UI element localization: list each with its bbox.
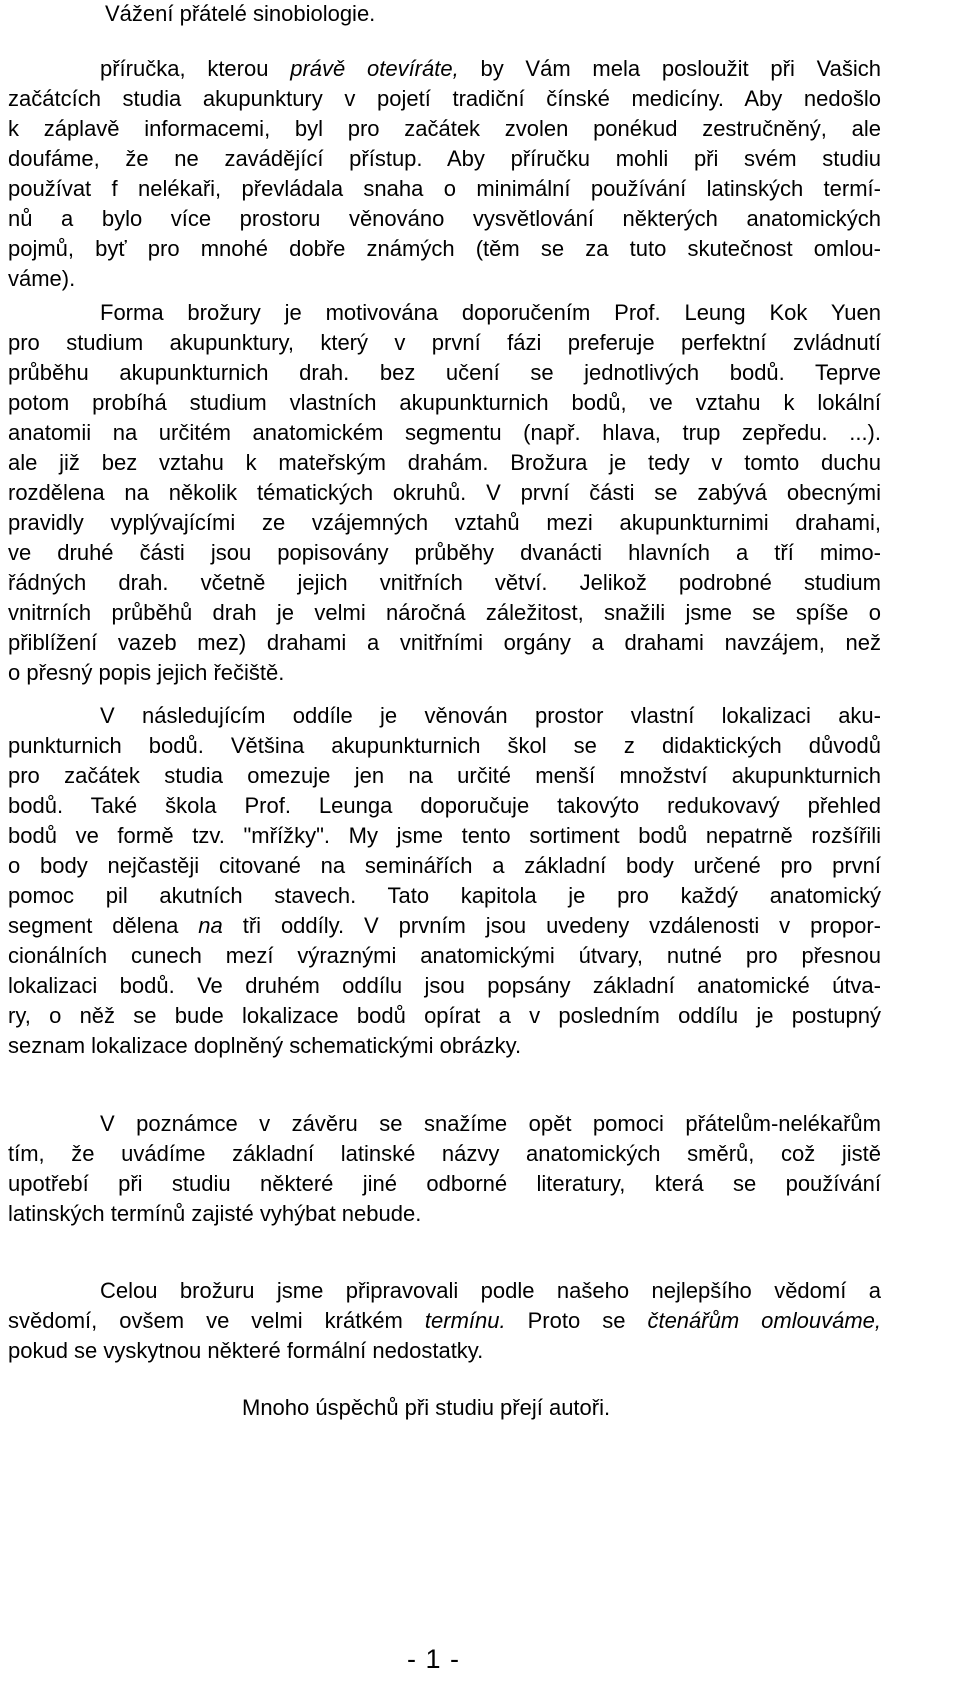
- paragraph-line: používat f nelékaři, převládala snaha o minimální používání latinských termí-: [8, 176, 881, 201]
- paragraph-line: pokud se vyskytnou některé formální nedostatky.: [8, 1338, 484, 1363]
- paragraph-line: nů a bylo více prostoru věnováno vysvětlování některých anatomických: [8, 206, 881, 231]
- paragraph-brochure-form: [8, 298, 881, 688]
- paragraph-note: [8, 1109, 881, 1229]
- paragraph-line: pro studium akupunktury, který v první fázi preferuje perfektní zvládnutí: [8, 330, 881, 355]
- text-run: Proto se: [505, 1308, 648, 1333]
- paragraph-line: latinských termínů zajisté vyhýbat nebude.: [8, 1201, 422, 1226]
- paragraph-line: seznam lokalizace doplněný schematickými obrázky.: [8, 1033, 522, 1058]
- paragraph-line: pomoc pil akutních stavech. Tato kapitola je pro každý anatomický: [8, 883, 881, 908]
- paragraph-line: [8, 54, 881, 84]
- paragraph-line: ry, o něž se bude lokalizace bodů opírat a v posledním oddílu je postupný: [8, 1003, 881, 1028]
- paragraph-line: o body nejčastěji citované na seminářích a základní body určené pro první: [8, 853, 881, 878]
- paragraph-line: vnitrních průběhů drah je velmi náročná záležitost, snažili jsme se spíše o: [8, 600, 881, 625]
- paragraph-point-localization: [8, 701, 881, 1061]
- paragraph-line: průběhu akupunkturnich drah. bez učení se jednotlivých bodů. Teprve: [8, 360, 881, 385]
- paragraph-line: k záplavě informacemi, byl pro začátek zvolen ponékud zestručněný, ale: [8, 116, 881, 141]
- paragraph-line: bodů ve formě tzv. "mřížky". My jsme tento sortiment bodů nepatrně rozšířili: [8, 823, 881, 848]
- paragraph-line: o přesný popis jejich řečiště.: [8, 660, 285, 685]
- paragraph-line: bodů. Také škola Prof. Leunga doporučuje takovýto redukovavý přehled: [8, 793, 881, 818]
- paragraph-line: anatomii na určitém anatomickém segmentu (např. hlava, trup zepředu. ...).: [8, 420, 881, 445]
- closing-line: Mnoho úspěchů při studiu přejí autoři.: [242, 1395, 611, 1420]
- paragraph-line: rozdělena na několik tématických okruhů. V první části se zabývá obecnými: [8, 480, 881, 505]
- paragraph-line: pravidly vyplývajícími ze vzájemných vztahů mezi akupunkturnimi drahami,: [8, 510, 881, 535]
- page-number: - 1 -: [407, 1644, 461, 1674]
- paragraph-line: Forma brožury je motivována doporučením Prof. Leung Kok Yuen: [100, 300, 881, 325]
- paragraph-line: řádných drah. včetně jejich vnitřních větví. Jelikož podrobné studium: [8, 570, 881, 595]
- paragraph-line: přiblížení vazeb mez) drahami a vnitřními orgány a drahami navzájem, než: [8, 630, 881, 655]
- paragraph-line: [8, 1306, 881, 1336]
- text-run-italic: na: [198, 913, 223, 938]
- paragraph-line: tím, že uvádíme základní latinské názvy anatomických směrů, což jistě: [8, 1141, 881, 1166]
- paragraph-line: [8, 911, 881, 941]
- text-run-italic: právě otevíráte,: [290, 56, 459, 81]
- text-run: by Vám mela posloužit při Vašich: [458, 56, 881, 81]
- text-run-italic: termínu.: [424, 1308, 506, 1333]
- paragraph-line: potom probíhá studium vlastních akupunkturnich bodů, ve vztahu k lokální: [8, 390, 881, 415]
- paragraph-line: pro začátek studia omezuje jen na určité menší množství akupunkturnich: [8, 763, 881, 788]
- paragraph-line: pojmů, byť pro mnohé dobře známých (těm se za tuto skutečnost omlou-: [8, 236, 881, 261]
- paragraph-line: punkturnich bodů. Většina akupunkturnich škol se z didaktických důvodů: [8, 733, 881, 758]
- paragraph-line: V následujícím oddíle je věnován prostor vlastní lokalizaci aku-: [100, 703, 881, 728]
- paragraph-line: začátcích studia akupunktury v pojetí tradiční čínské medicíny. Aby nedošlo: [8, 86, 881, 111]
- text-run-italic: čtenářům omlouváme,: [647, 1308, 881, 1333]
- paragraph-intro: [8, 54, 881, 294]
- text-run: svědomí, ovšem ve velmi krátkém: [8, 1308, 425, 1333]
- paragraph-line: cionálních cunech mezí výraznými anatomickými útvary, nutné pro přesnou: [8, 943, 881, 968]
- text-run: segment dělena: [8, 913, 199, 938]
- paragraph-apology: [8, 1276, 881, 1366]
- paragraph-line: Celou brožuru jsme připravovali podle našeho nejlepšího vědomí a: [100, 1278, 881, 1303]
- paragraph-line: upotřebí při studiu některé jiné odborné literatury, která se používání: [8, 1171, 881, 1196]
- text-run: příručka, kterou: [100, 56, 291, 81]
- salutation: Vážení přátelé sinobiologie.: [105, 1, 376, 26]
- paragraph-line: doufáme, že ne zavádějící přístup. Aby příručku mohli při svém studiu: [8, 146, 881, 171]
- paragraph-line: ve druhé části jsou popisovány průběhy dvanácti hlavních a tří mimo-: [8, 540, 881, 565]
- text-run: tři oddíly. V prvním jsou uvedeny vzdálenosti v propor-: [222, 913, 882, 938]
- paragraph-line: lokalizaci bodů. Ve druhém oddílu jsou popsány základní anatomické útva-: [8, 973, 881, 998]
- paragraph-line: V poznámce v závěru se snažíme opět pomoci přátelům-nelékařům: [100, 1111, 881, 1136]
- paragraph-line: ale již bez vztahu k mateřským drahám. Brožura je tedy v tomto duchu: [8, 450, 881, 475]
- paragraph-line: váme).: [8, 266, 76, 291]
